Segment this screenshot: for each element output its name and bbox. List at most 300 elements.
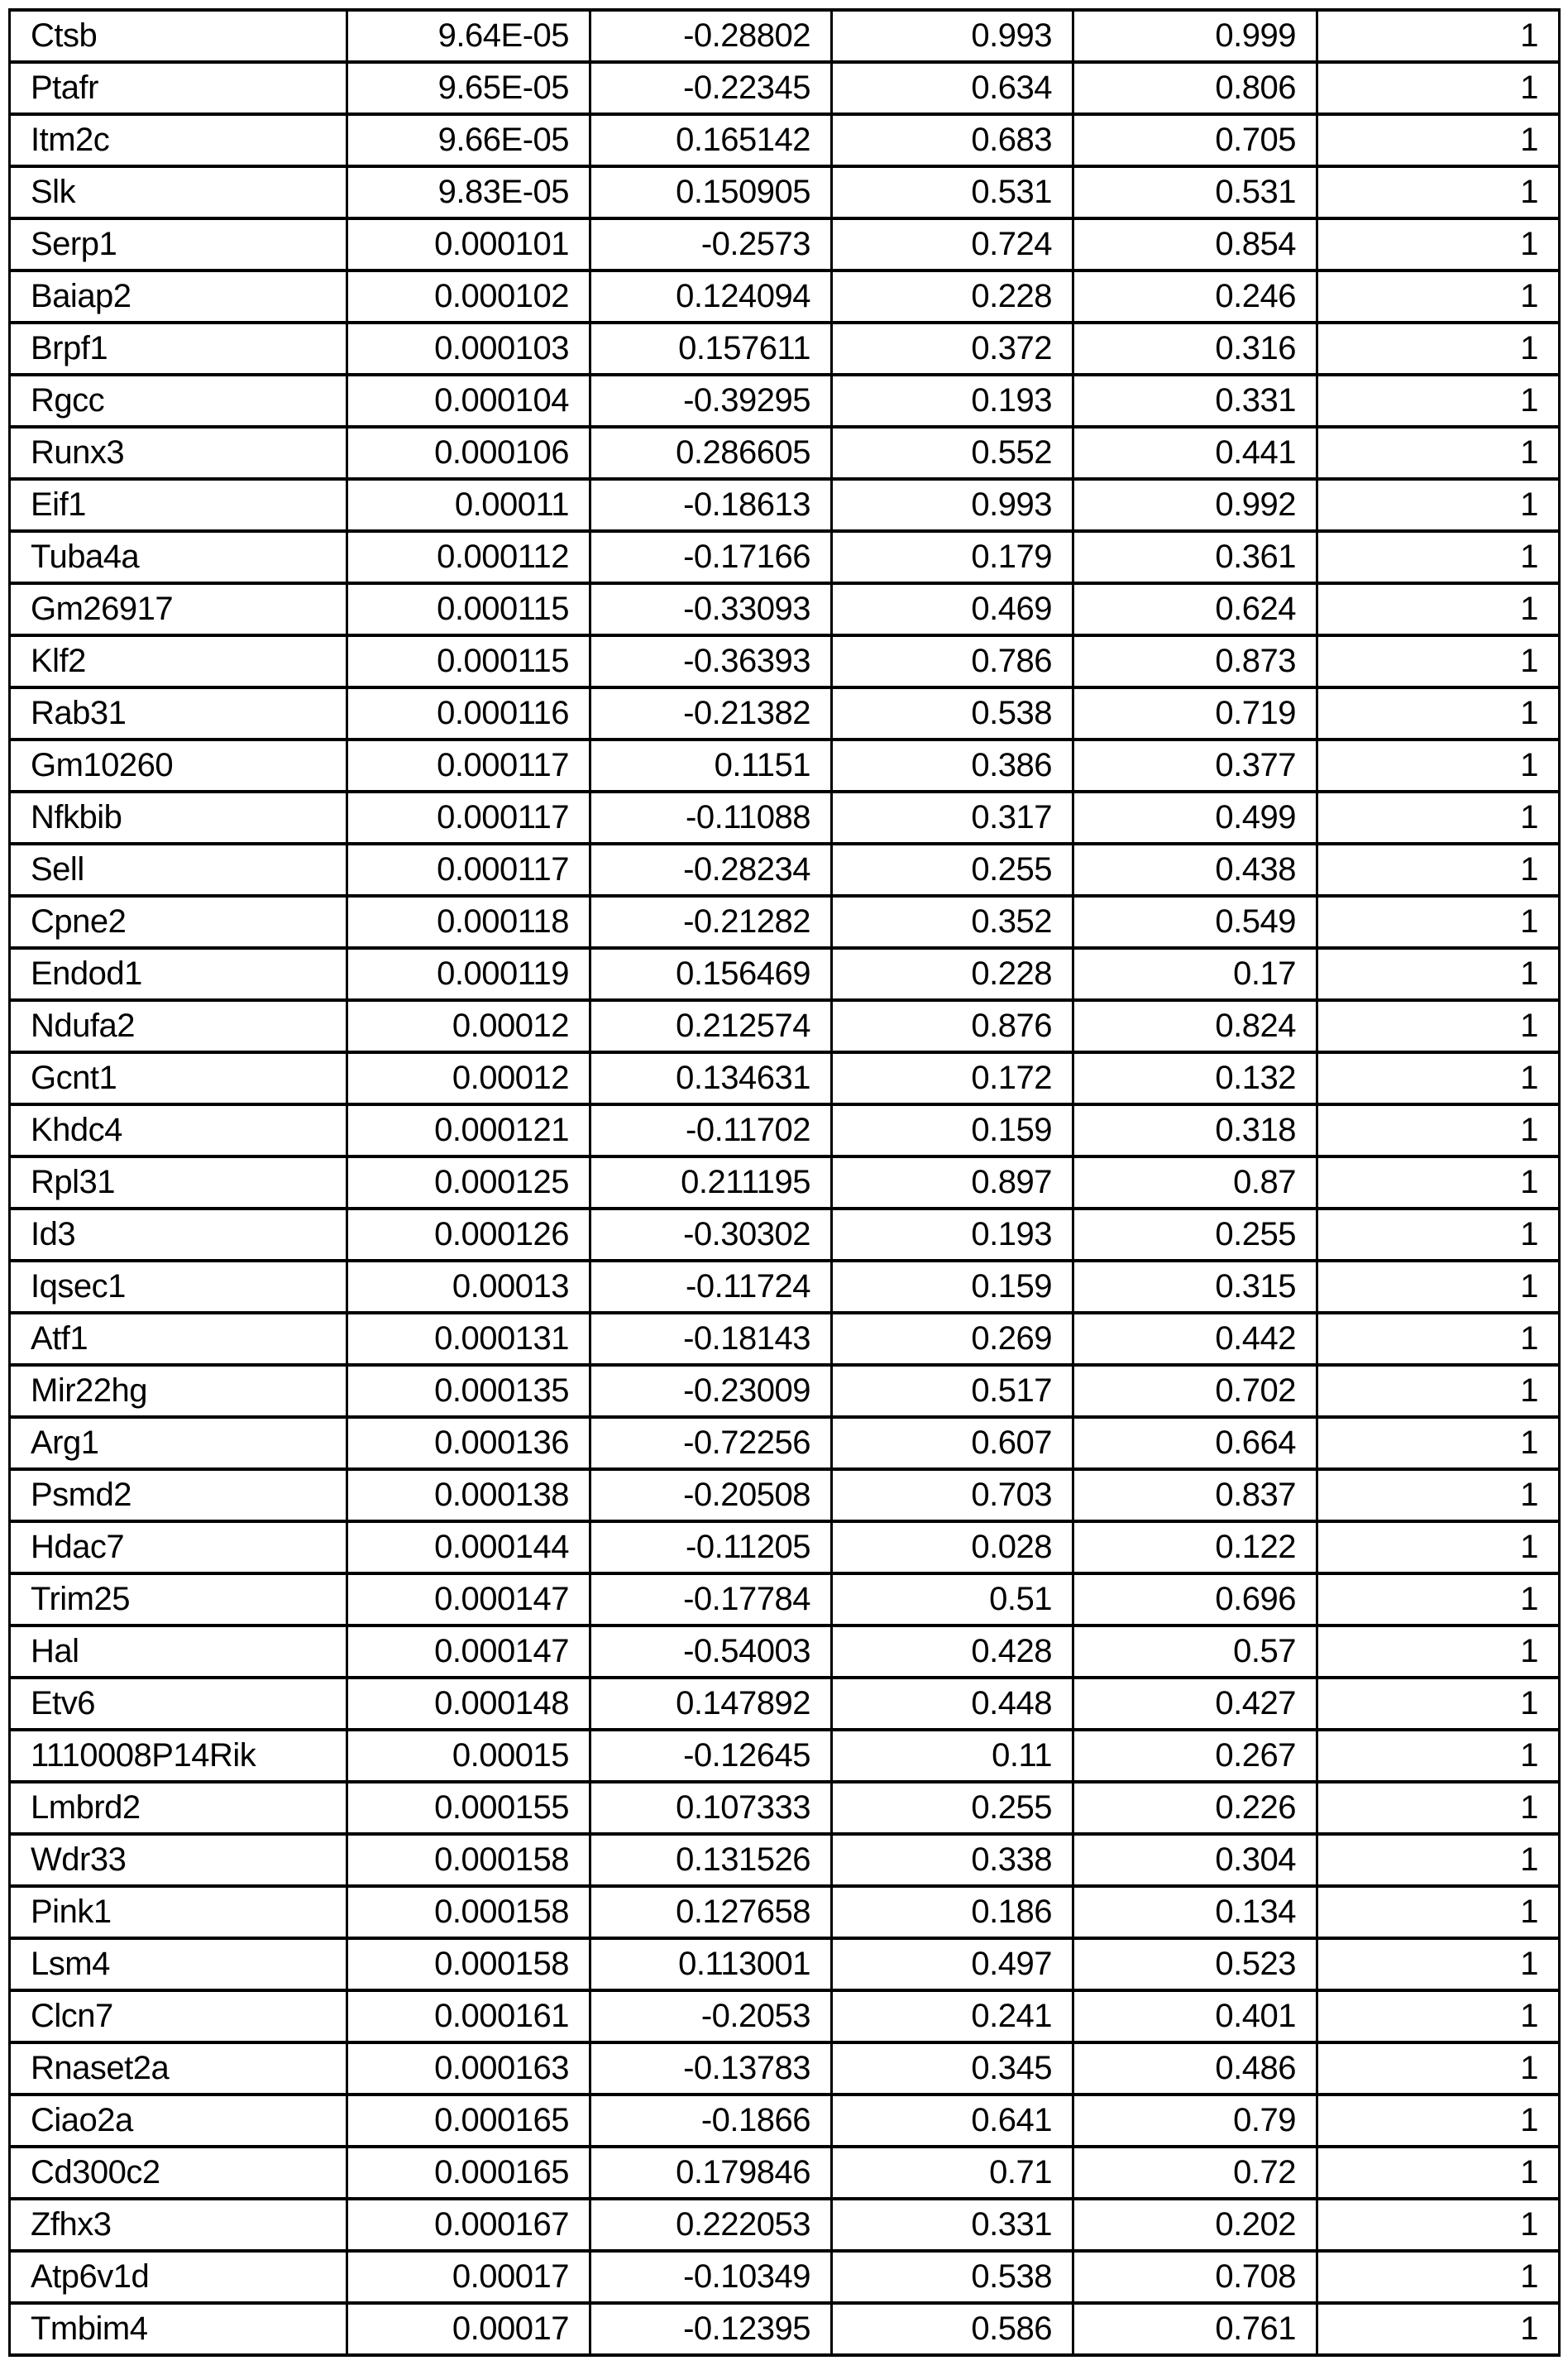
value-cell: 0.361	[1073, 531, 1317, 583]
table-row	[10, 792, 1560, 844]
value-cell: 0.317	[832, 792, 1073, 844]
table-row	[10, 1313, 1560, 1365]
table-row	[10, 896, 1560, 948]
gene-name-cell: Atp6v1d	[10, 2251, 347, 2303]
value-cell: 0.438	[1073, 844, 1317, 896]
value-cell: 1	[1317, 1938, 1560, 1990]
value-cell: 0.441	[1073, 427, 1317, 479]
value-cell: 0.531	[1073, 166, 1317, 218]
gene-name-cell: Arg1	[10, 1417, 347, 1469]
value-cell: 0.000147	[347, 1573, 590, 1625]
gene-name-cell: Lmbrd2	[10, 1782, 347, 1834]
value-cell: 0.179846	[590, 2147, 832, 2199]
value-cell: 0.586	[832, 2303, 1073, 2355]
value-cell: 0.708	[1073, 2251, 1317, 2303]
gene-name-cell: Rnaset2a	[10, 2042, 347, 2095]
table-row	[10, 1782, 1560, 1834]
table-row	[10, 271, 1560, 323]
value-cell: -0.18143	[590, 1313, 832, 1365]
table-row	[10, 62, 1560, 114]
value-cell: 0.000158	[347, 1834, 590, 1886]
value-cell: 0.401	[1073, 1990, 1317, 2042]
value-cell: 0.226	[1073, 1782, 1317, 1834]
table-row	[10, 375, 1560, 427]
value-cell: 1	[1317, 2251, 1560, 2303]
table-row	[10, 740, 1560, 792]
table-row	[10, 1104, 1560, 1156]
value-cell: 0.000138	[347, 1469, 590, 1521]
value-cell: 1	[1317, 375, 1560, 427]
value-cell: 0.179	[832, 531, 1073, 583]
table-row	[10, 1052, 1560, 1104]
value-cell: -0.22345	[590, 62, 832, 114]
value-cell: 0.00012	[347, 1052, 590, 1104]
value-cell: 0.000163	[347, 2042, 590, 2095]
value-cell: 0.428	[832, 1625, 1073, 1678]
value-cell: -0.1866	[590, 2095, 832, 2147]
value-cell: 1	[1317, 1521, 1560, 1573]
value-cell: -0.2573	[590, 218, 832, 271]
value-cell: 9.64E-05	[347, 10, 590, 62]
gene-name-cell: Clcn7	[10, 1990, 347, 2042]
table-row	[10, 583, 1560, 635]
value-cell: 1	[1317, 1365, 1560, 1417]
table-row	[10, 2199, 1560, 2251]
value-cell: 0.186	[832, 1886, 1073, 1938]
value-cell: 0.897	[832, 1156, 1073, 1209]
value-cell: 0.837	[1073, 1469, 1317, 1521]
value-cell: 0.486	[1073, 2042, 1317, 2095]
value-cell: 0.634	[832, 62, 1073, 114]
value-cell: 0.124094	[590, 271, 832, 323]
value-cell: 0.1151	[590, 740, 832, 792]
value-cell: 0.806	[1073, 62, 1317, 114]
value-cell: 0.000126	[347, 1209, 590, 1261]
gene-name-cell: Pink1	[10, 1886, 347, 1938]
table-row	[10, 2042, 1560, 2095]
value-cell: -0.10349	[590, 2251, 832, 2303]
value-cell: -0.72256	[590, 1417, 832, 1469]
value-cell: 1	[1317, 948, 1560, 1000]
table-row	[10, 10, 1560, 62]
value-cell: 0.150905	[590, 166, 832, 218]
value-cell: 1	[1317, 1104, 1560, 1156]
value-cell: 0.876	[832, 1000, 1073, 1052]
gene-name-cell: Wdr33	[10, 1834, 347, 1886]
value-cell: 0.241	[832, 1990, 1073, 2042]
table-row	[10, 1678, 1560, 1730]
value-cell: 0.211195	[590, 1156, 832, 1209]
table-row	[10, 1261, 1560, 1313]
value-cell: 1	[1317, 1678, 1560, 1730]
value-cell: 0.87	[1073, 1156, 1317, 1209]
table-row	[10, 479, 1560, 531]
value-cell: 1	[1317, 427, 1560, 479]
value-cell: -0.30302	[590, 1209, 832, 1261]
value-cell: 0.331	[832, 2199, 1073, 2251]
value-cell: 0.000115	[347, 583, 590, 635]
value-cell: 1	[1317, 1834, 1560, 1886]
value-cell: 0.212574	[590, 1000, 832, 1052]
gene-name-cell: Id3	[10, 1209, 347, 1261]
value-cell: 1	[1317, 2042, 1560, 2095]
table-row	[10, 1938, 1560, 1990]
value-cell: 0.00011	[347, 479, 590, 531]
value-cell: 9.65E-05	[347, 62, 590, 114]
value-cell: 1	[1317, 1782, 1560, 1834]
gene-name-cell: Baiap2	[10, 271, 347, 323]
gene-name-cell: Klf2	[10, 635, 347, 687]
value-cell: 1	[1317, 740, 1560, 792]
gene-name-cell: Zfhx3	[10, 2199, 347, 2251]
value-cell: -0.28802	[590, 10, 832, 62]
value-cell: 0.719	[1073, 687, 1317, 740]
value-cell: 1	[1317, 1417, 1560, 1469]
gene-name-cell: Hdac7	[10, 1521, 347, 1573]
value-cell: 1	[1317, 114, 1560, 166]
gene-name-cell: Ptafr	[10, 62, 347, 114]
value-cell: 0.304	[1073, 1834, 1317, 1886]
gene-name-cell: Gm10260	[10, 740, 347, 792]
value-cell: -0.11205	[590, 1521, 832, 1573]
value-cell: 0.000102	[347, 271, 590, 323]
table-row	[10, 1156, 1560, 1209]
value-cell: 0.523	[1073, 1938, 1317, 1990]
value-cell: 0.786	[832, 635, 1073, 687]
value-cell: 0.228	[832, 271, 1073, 323]
value-cell: 0.538	[832, 687, 1073, 740]
value-cell: 0.703	[832, 1469, 1073, 1521]
table-row	[10, 427, 1560, 479]
value-cell: 0.000158	[347, 1938, 590, 1990]
table-row	[10, 1000, 1560, 1052]
value-cell: 0.172	[832, 1052, 1073, 1104]
value-cell: 0.683	[832, 114, 1073, 166]
value-cell: 0.79	[1073, 2095, 1317, 2147]
value-cell: 1	[1317, 218, 1560, 271]
value-cell: 1	[1317, 1000, 1560, 1052]
value-cell: 0.552	[832, 427, 1073, 479]
table-row	[10, 1625, 1560, 1678]
value-cell: 0.442	[1073, 1313, 1317, 1365]
value-cell: 1	[1317, 687, 1560, 740]
value-cell: 0.497	[832, 1938, 1073, 1990]
value-cell: 0.00012	[347, 1000, 590, 1052]
gene-name-cell: 1110008P14Rik	[10, 1730, 347, 1782]
value-cell: 0.000106	[347, 427, 590, 479]
value-cell: 0.000144	[347, 1521, 590, 1573]
value-cell: 1	[1317, 1886, 1560, 1938]
value-cell: -0.17784	[590, 1573, 832, 1625]
table-row	[10, 1573, 1560, 1625]
gene-name-cell: Trim25	[10, 1573, 347, 1625]
value-cell: 0.377	[1073, 740, 1317, 792]
gene-name-cell: Nfkbib	[10, 792, 347, 844]
value-cell: 1	[1317, 1990, 1560, 2042]
value-cell: 0.00017	[347, 2251, 590, 2303]
gene-name-cell: Serp1	[10, 218, 347, 271]
gene-name-cell: Ciao2a	[10, 2095, 347, 2147]
value-cell: 9.66E-05	[347, 114, 590, 166]
value-cell: 0.51	[832, 1573, 1073, 1625]
value-cell: 0.724	[832, 218, 1073, 271]
table-row	[10, 1365, 1560, 1417]
value-cell: 0.107333	[590, 1782, 832, 1834]
value-cell: 0.134631	[590, 1052, 832, 1104]
value-cell: 0.993	[832, 479, 1073, 531]
table-row	[10, 1990, 1560, 2042]
gene-name-cell: Tmbim4	[10, 2303, 347, 2355]
table-row	[10, 1469, 1560, 1521]
value-cell: -0.20508	[590, 1469, 832, 1521]
value-cell: 1	[1317, 1625, 1560, 1678]
value-cell: 0.000112	[347, 531, 590, 583]
gene-name-cell: Gcnt1	[10, 1052, 347, 1104]
value-cell: 1	[1317, 166, 1560, 218]
gene-name-cell: Psmd2	[10, 1469, 347, 1521]
value-cell: 0.246	[1073, 271, 1317, 323]
value-cell: 0.000131	[347, 1313, 590, 1365]
value-cell: 1	[1317, 1052, 1560, 1104]
gene-name-cell: Brpf1	[10, 323, 347, 375]
value-cell: 0.000104	[347, 375, 590, 427]
value-cell: 0.854	[1073, 218, 1317, 271]
value-cell: 0.71	[832, 2147, 1073, 2199]
value-cell: -0.11088	[590, 792, 832, 844]
table-row	[10, 531, 1560, 583]
gene-name-cell: Etv6	[10, 1678, 347, 1730]
value-cell: 0.517	[832, 1365, 1073, 1417]
value-cell: 0.448	[832, 1678, 1073, 1730]
value-cell: 0.316	[1073, 323, 1317, 375]
value-cell: 0.132	[1073, 1052, 1317, 1104]
value-cell: 1	[1317, 1156, 1560, 1209]
table-row	[10, 2303, 1560, 2355]
value-cell: 1	[1317, 323, 1560, 375]
value-cell: 0.992	[1073, 479, 1317, 531]
gene-name-cell: Tuba4a	[10, 531, 347, 583]
table-row	[10, 635, 1560, 687]
value-cell: 0.624	[1073, 583, 1317, 635]
value-cell: 0.641	[832, 2095, 1073, 2147]
value-cell: 1	[1317, 10, 1560, 62]
value-cell: 1	[1317, 635, 1560, 687]
value-cell: 0.999	[1073, 10, 1317, 62]
gene-name-cell: Rgcc	[10, 375, 347, 427]
table-row	[10, 844, 1560, 896]
value-cell: 0.57	[1073, 1625, 1317, 1678]
gene-name-cell: Slk	[10, 166, 347, 218]
value-cell: 0.113001	[590, 1938, 832, 1990]
gene-name-cell: Khdc4	[10, 1104, 347, 1156]
gene-name-cell: Gm26917	[10, 583, 347, 635]
value-cell: 0.147892	[590, 1678, 832, 1730]
value-cell: -0.36393	[590, 635, 832, 687]
value-cell: -0.23009	[590, 1365, 832, 1417]
value-cell: 1	[1317, 2147, 1560, 2199]
value-cell: 0.000167	[347, 2199, 590, 2251]
value-cell: 0.469	[832, 583, 1073, 635]
table-row	[10, 2095, 1560, 2147]
table-row	[10, 948, 1560, 1000]
value-cell: 1	[1317, 792, 1560, 844]
value-cell: 0.000117	[347, 792, 590, 844]
value-cell: 0.993	[832, 10, 1073, 62]
value-cell: 0.000103	[347, 323, 590, 375]
value-cell: 1	[1317, 1573, 1560, 1625]
gene-name-cell: Ndufa2	[10, 1000, 347, 1052]
value-cell: 0.000135	[347, 1365, 590, 1417]
value-cell: -0.33093	[590, 583, 832, 635]
value-cell: 0.028	[832, 1521, 1073, 1573]
table-row	[10, 114, 1560, 166]
gene-name-cell: Iqsec1	[10, 1261, 347, 1313]
value-cell: 0.131526	[590, 1834, 832, 1886]
table-row	[10, 1209, 1560, 1261]
table-row	[10, 2251, 1560, 2303]
value-cell: 1	[1317, 271, 1560, 323]
gene-name-cell: Hal	[10, 1625, 347, 1678]
table-row	[10, 1730, 1560, 1782]
value-cell: 1	[1317, 2199, 1560, 2251]
value-cell: 0.000165	[347, 2095, 590, 2147]
value-cell: 0.318	[1073, 1104, 1317, 1156]
value-cell: -0.2053	[590, 1990, 832, 2042]
value-cell: 0.702	[1073, 1365, 1317, 1417]
value-cell: 0.345	[832, 2042, 1073, 2095]
value-cell: 0.193	[832, 375, 1073, 427]
value-cell: 1	[1317, 583, 1560, 635]
value-cell: 0.824	[1073, 1000, 1317, 1052]
value-cell: 0.000117	[347, 844, 590, 896]
value-cell: 0.696	[1073, 1573, 1317, 1625]
value-cell: 0.607	[832, 1417, 1073, 1469]
value-cell: 1	[1317, 479, 1560, 531]
value-cell: 0.72	[1073, 2147, 1317, 2199]
value-cell: 0.255	[832, 1782, 1073, 1834]
value-cell: 0.352	[832, 896, 1073, 948]
value-cell: 1	[1317, 1209, 1560, 1261]
gene-name-cell: Itm2c	[10, 114, 347, 166]
value-cell: 0.000117	[347, 740, 590, 792]
value-cell: 1	[1317, 896, 1560, 948]
table-row	[10, 1834, 1560, 1886]
table-row	[10, 218, 1560, 271]
value-cell: -0.39295	[590, 375, 832, 427]
gene-name-cell: Mir22hg	[10, 1365, 347, 1417]
value-cell: 1	[1317, 844, 1560, 896]
gene-name-cell: Sell	[10, 844, 347, 896]
value-cell: 0.531	[832, 166, 1073, 218]
value-cell: 0.372	[832, 323, 1073, 375]
value-cell: 0.286605	[590, 427, 832, 479]
value-cell: 0.000165	[347, 2147, 590, 2199]
value-cell: 0.499	[1073, 792, 1317, 844]
value-cell: 0.228	[832, 948, 1073, 1000]
gene-name-cell: Atf1	[10, 1313, 347, 1365]
value-cell: -0.13783	[590, 2042, 832, 2095]
table-row	[10, 323, 1560, 375]
value-cell: 0.127658	[590, 1886, 832, 1938]
value-cell: 0.000155	[347, 1782, 590, 1834]
value-cell: 0.165142	[590, 114, 832, 166]
gene-name-cell: Eif1	[10, 479, 347, 531]
value-cell: 0.122	[1073, 1521, 1317, 1573]
value-cell: 0.000147	[347, 1625, 590, 1678]
value-cell: 0.159	[832, 1261, 1073, 1313]
value-cell: 0.538	[832, 2251, 1073, 2303]
value-cell: 0.331	[1073, 375, 1317, 427]
value-cell: 0.157611	[590, 323, 832, 375]
value-cell: -0.12395	[590, 2303, 832, 2355]
value-cell: 0.000148	[347, 1678, 590, 1730]
value-cell: 1	[1317, 1313, 1560, 1365]
value-cell: 1	[1317, 1261, 1560, 1313]
gene-name-cell: Rab31	[10, 687, 347, 740]
value-cell: 0.00015	[347, 1730, 590, 1782]
value-cell: 0.873	[1073, 635, 1317, 687]
value-cell: 0.193	[832, 1209, 1073, 1261]
value-cell: 1	[1317, 62, 1560, 114]
value-cell: 0.00017	[347, 2303, 590, 2355]
value-cell: 0.269	[832, 1313, 1073, 1365]
table-body	[10, 10, 1560, 2355]
value-cell: 0.17	[1073, 948, 1317, 1000]
table-row	[10, 1521, 1560, 1573]
value-cell: 1	[1317, 531, 1560, 583]
value-cell: 0.000125	[347, 1156, 590, 1209]
value-cell: 0.202	[1073, 2199, 1317, 2251]
value-cell: 0.386	[832, 740, 1073, 792]
value-cell: 0.549	[1073, 896, 1317, 948]
value-cell: 0.705	[1073, 114, 1317, 166]
value-cell: 0.000121	[347, 1104, 590, 1156]
value-cell: -0.21282	[590, 896, 832, 948]
value-cell: 0.000119	[347, 948, 590, 1000]
table-row	[10, 687, 1560, 740]
value-cell: -0.54003	[590, 1625, 832, 1678]
value-cell: 0.427	[1073, 1678, 1317, 1730]
value-cell: 0.159	[832, 1104, 1073, 1156]
gene-name-cell: Runx3	[10, 427, 347, 479]
gene-name-cell: Lsm4	[10, 1938, 347, 1990]
gene-name-cell: Cd300c2	[10, 2147, 347, 2199]
value-cell: 0.000158	[347, 1886, 590, 1938]
table-row	[10, 2147, 1560, 2199]
value-cell: 0.134	[1073, 1886, 1317, 1938]
value-cell: 0.664	[1073, 1417, 1317, 1469]
table-row	[10, 166, 1560, 218]
value-cell: 0.000101	[347, 218, 590, 271]
value-cell: 0.156469	[590, 948, 832, 1000]
gene-name-cell: Rpl31	[10, 1156, 347, 1209]
value-cell: 0.222053	[590, 2199, 832, 2251]
gene-name-cell: Ctsb	[10, 10, 347, 62]
value-cell: -0.18613	[590, 479, 832, 531]
value-cell: -0.11724	[590, 1261, 832, 1313]
value-cell: 0.315	[1073, 1261, 1317, 1313]
value-cell: 1	[1317, 1469, 1560, 1521]
value-cell: 1	[1317, 2095, 1560, 2147]
gene-name-cell: Endod1	[10, 948, 347, 1000]
table-row	[10, 1417, 1560, 1469]
value-cell: 0.11	[832, 1730, 1073, 1782]
value-cell: 0.267	[1073, 1730, 1317, 1782]
value-cell: 1	[1317, 2303, 1560, 2355]
value-cell: 0.255	[832, 844, 1073, 896]
value-cell: 0.761	[1073, 2303, 1317, 2355]
value-cell: 0.000136	[347, 1417, 590, 1469]
